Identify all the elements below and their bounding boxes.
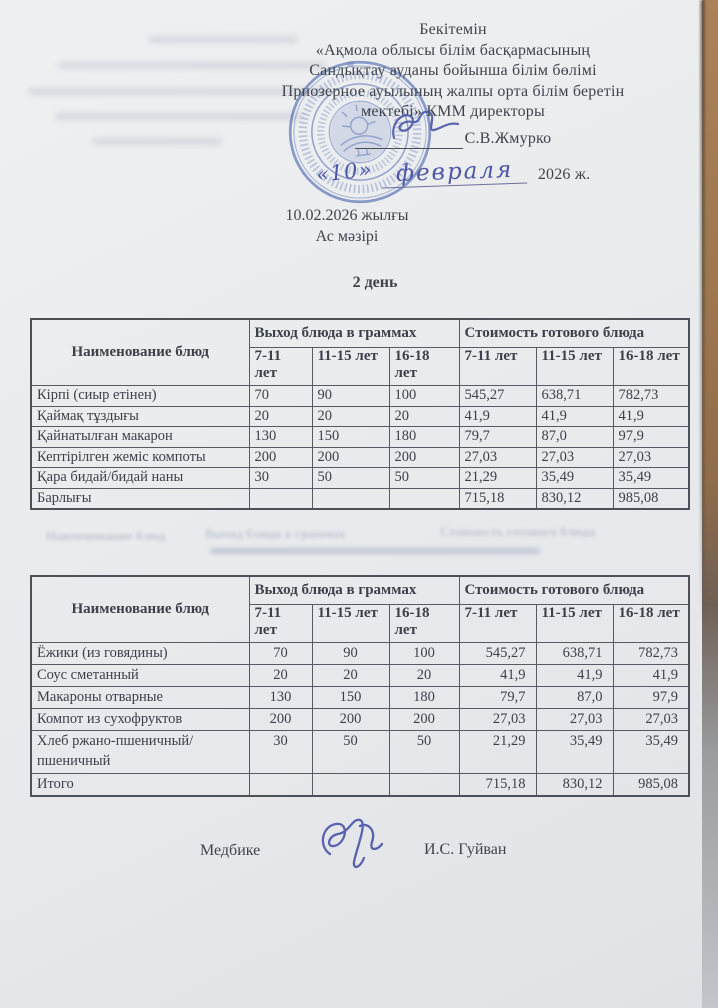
handwritten-day: «10» bbox=[314, 156, 374, 187]
cost-value: 97,9 bbox=[613, 427, 689, 448]
total-cost-value: 985,08 bbox=[613, 488, 689, 509]
grams-value: 130 bbox=[249, 687, 312, 709]
grams-value: 70 bbox=[249, 643, 312, 665]
table-row bbox=[31, 386, 689, 407]
grams-value: 70 bbox=[249, 386, 312, 407]
dish-name: Соус сметанный bbox=[31, 665, 249, 687]
table-row bbox=[31, 427, 689, 448]
title-menu: Ас мәзірі bbox=[315, 228, 379, 245]
nurse-role-label: Медбике bbox=[200, 842, 261, 859]
table-row bbox=[31, 709, 689, 731]
cost-value: 35,49 bbox=[536, 468, 613, 489]
handwritten-month: февраля bbox=[382, 159, 528, 188]
total-cost-value: 830,12 bbox=[536, 488, 613, 509]
grams-value: 90 bbox=[312, 643, 389, 665]
table-row bbox=[31, 665, 689, 687]
grams-value: 200 bbox=[389, 709, 459, 731]
cost-value: 545,27 bbox=[459, 643, 536, 665]
director-signature-flourish bbox=[388, 108, 466, 146]
col-header-age: 7-11 лет bbox=[249, 605, 312, 643]
grams-value: 200 bbox=[312, 447, 389, 468]
cost-value: 87,0 bbox=[536, 687, 613, 709]
nurse-name: И.С. Гуйван bbox=[424, 841, 507, 858]
cost-value: 27,03 bbox=[536, 447, 613, 468]
grams-value: 50 bbox=[312, 468, 389, 489]
dish-name: Қаймақ тұздығы bbox=[31, 406, 249, 427]
col-header-age: 11-15 лет bbox=[536, 605, 613, 643]
cost-value: 27,03 bbox=[536, 709, 613, 731]
ghost-text: Наименование блюд bbox=[46, 528, 166, 543]
total-cost-value: 985,08 bbox=[613, 774, 689, 797]
col-header-age: 11-15 лет bbox=[312, 348, 389, 386]
grams-value bbox=[249, 774, 312, 797]
dish-name: Макароны отварные bbox=[31, 687, 249, 709]
cost-value: 97,9 bbox=[613, 687, 689, 709]
total-cost-value: 715,18 bbox=[459, 774, 536, 797]
total-label: Барлығы bbox=[31, 488, 249, 509]
cost-value: 21,29 bbox=[459, 468, 536, 489]
approval-block bbox=[212, 20, 694, 185]
grams-value: 20 bbox=[249, 665, 312, 687]
approval-line: Бекітемін bbox=[419, 21, 487, 38]
cost-value: 41,9 bbox=[536, 406, 613, 427]
total-row bbox=[31, 774, 689, 797]
col-header-age: 11-15 лет bbox=[312, 605, 389, 643]
day-heading: 2 день bbox=[352, 274, 398, 291]
nurse-signature-flourish bbox=[316, 812, 386, 878]
bleed-through-line bbox=[210, 548, 540, 554]
dish-name: Кірпі (сиыр етінен) bbox=[31, 386, 249, 407]
dish-name: Ёжики (из говядины) bbox=[31, 643, 249, 665]
ghost-text: Выход блюда в граммах bbox=[205, 526, 346, 541]
cost-value: 41,9 bbox=[459, 665, 536, 687]
col-header-age: 16-18 лет bbox=[389, 605, 459, 643]
table-row bbox=[31, 731, 689, 774]
cost-value: 41,9 bbox=[459, 406, 536, 427]
grams-value: 130 bbox=[249, 427, 312, 448]
table-row bbox=[31, 406, 689, 427]
cost-value: 79,7 bbox=[459, 687, 536, 709]
grams-value bbox=[312, 774, 389, 797]
dish-name: Кептірілген жеміс компоты bbox=[31, 447, 249, 468]
cost-value: 27,03 bbox=[459, 447, 536, 468]
grams-value: 20 bbox=[249, 406, 312, 427]
grams-value bbox=[312, 488, 389, 509]
col-header-age: 7-11 лет bbox=[249, 348, 312, 386]
ghost-text: Стоимость готового блюда bbox=[440, 524, 596, 539]
grams-value: 200 bbox=[389, 447, 459, 468]
grams-value: 150 bbox=[312, 427, 389, 448]
col-header-output: Выход блюда в граммах bbox=[249, 576, 459, 605]
col-header-name: Наименование блюд bbox=[31, 576, 249, 643]
col-header-cost: Стоимость готового блюда bbox=[459, 576, 689, 605]
cost-value: 79,7 bbox=[459, 427, 536, 448]
cost-value: 545,27 bbox=[459, 386, 536, 407]
col-header-output: Выход блюда в граммах bbox=[249, 319, 459, 348]
grams-value: 20 bbox=[389, 406, 459, 427]
grams-value bbox=[389, 774, 459, 797]
date-year: 2026 ж. bbox=[537, 165, 591, 183]
col-header-cost: Стоимость готового блюда bbox=[459, 319, 689, 348]
cost-value: 87,0 bbox=[536, 427, 613, 448]
approval-line: мектебі» КММ директоры bbox=[361, 103, 545, 120]
grams-value: 180 bbox=[389, 687, 459, 709]
paper-edge-shadow bbox=[700, 0, 705, 625]
col-header-age: 16-18 лет bbox=[613, 605, 689, 643]
grams-value: 20 bbox=[389, 665, 459, 687]
cost-value: 782,73 bbox=[613, 643, 689, 665]
col-header-age: 11-15 лет bbox=[536, 348, 613, 386]
cost-value: 21,29 bbox=[459, 731, 536, 774]
grams-value: 30 bbox=[249, 468, 312, 489]
total-cost-value: 830,12 bbox=[536, 774, 613, 797]
approval-line: Сандықтау ауданы бойынша білім бөлімі bbox=[309, 62, 597, 79]
approval-line: «Ақмола облысы білім басқармасының bbox=[315, 41, 591, 59]
total-cost-value: 715,18 bbox=[459, 488, 536, 509]
cost-value: 35,49 bbox=[536, 731, 613, 774]
title-date: 10.02.2026 жылғы bbox=[285, 207, 409, 224]
total-row bbox=[31, 488, 689, 509]
cost-value: 41,9 bbox=[613, 665, 689, 687]
grams-value bbox=[249, 488, 312, 509]
approval-line: Приозерное ауылының жалпы орта білім беретін bbox=[281, 82, 625, 100]
grams-value: 30 bbox=[249, 731, 312, 774]
table-row bbox=[31, 468, 689, 489]
dish-name: Қара бидай/бидай наны bbox=[31, 468, 249, 489]
dish-name: Компот из сухофруктов bbox=[31, 709, 249, 731]
table-row bbox=[31, 447, 689, 468]
grams-value: 100 bbox=[389, 643, 459, 665]
grams-value: 200 bbox=[249, 709, 312, 731]
col-header-name: Наименование блюд bbox=[31, 319, 249, 386]
grams-value: 200 bbox=[249, 447, 312, 468]
table-row bbox=[31, 643, 689, 665]
cost-value: 27,03 bbox=[459, 709, 536, 731]
col-header-age: 7-11 лет bbox=[459, 605, 536, 643]
cost-value: 782,73 bbox=[613, 386, 689, 407]
col-header-age: 16-18 лет bbox=[389, 348, 459, 386]
total-label: Итого bbox=[31, 774, 249, 797]
menu-table-kazakh bbox=[30, 318, 690, 510]
director-name: С.В.Жмурко bbox=[464, 129, 552, 147]
dish-name: Қайнатылған макарон bbox=[31, 427, 249, 448]
grams-value: 50 bbox=[389, 468, 459, 489]
bleed-through-line bbox=[92, 138, 222, 145]
col-header-age: 16-18 лет bbox=[613, 348, 689, 386]
document-title bbox=[197, 205, 497, 247]
cost-value: 41,9 bbox=[613, 406, 689, 427]
approval-date-line bbox=[212, 156, 694, 187]
cost-value: 638,71 bbox=[536, 643, 613, 665]
cost-value: 27,03 bbox=[613, 447, 689, 468]
table-row bbox=[31, 687, 689, 709]
grams-value: 100 bbox=[389, 386, 459, 407]
cost-value: 27,03 bbox=[613, 709, 689, 731]
cost-value: 638,71 bbox=[536, 386, 613, 407]
grams-value: 50 bbox=[389, 731, 459, 774]
grams-value: 180 bbox=[389, 427, 459, 448]
grams-value: 90 bbox=[312, 386, 389, 407]
cost-value: 41,9 bbox=[536, 665, 613, 687]
grams-value: 200 bbox=[312, 709, 389, 731]
grams-value: 150 bbox=[312, 687, 389, 709]
grams-value: 50 bbox=[312, 731, 389, 774]
menu-table-russian bbox=[30, 575, 690, 797]
col-header-age: 7-11 лет bbox=[459, 348, 536, 386]
grams-value bbox=[389, 488, 459, 509]
grams-value: 20 bbox=[312, 406, 389, 427]
dish-name: Хлеб ржано-пшеничный/ пшеничный bbox=[31, 731, 249, 774]
cost-value: 35,49 bbox=[613, 731, 689, 774]
cost-value: 35,49 bbox=[613, 468, 689, 489]
grams-value: 20 bbox=[312, 665, 389, 687]
